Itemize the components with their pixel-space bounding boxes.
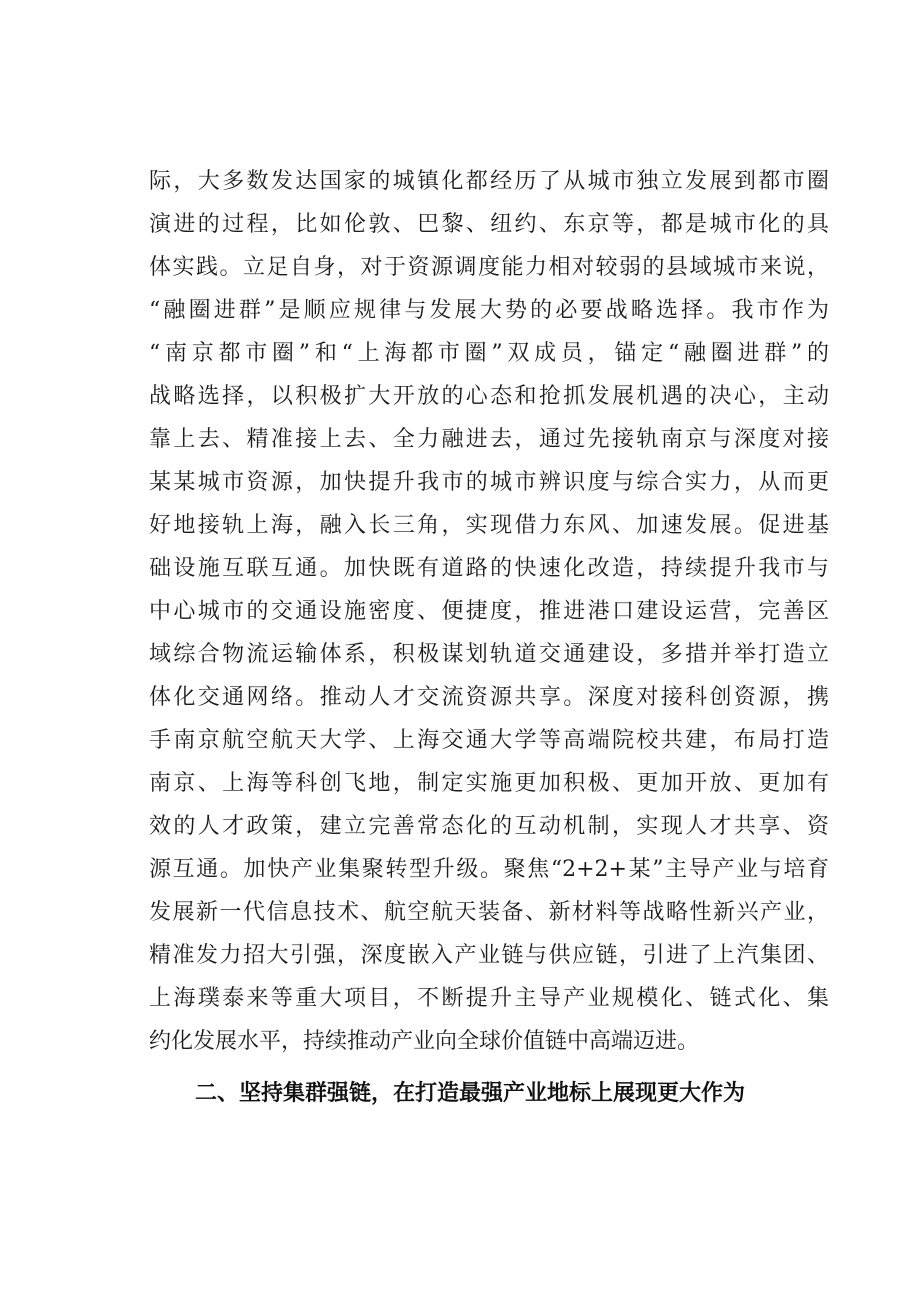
- paragraph-line: 某某城市资源，加快提升我市的城市辨识度与综合实力，从而更: [149, 470, 829, 495]
- paragraph-line: 源互通。加快产业集聚转型升级。聚焦“2+2+某”主导产业与培育: [149, 857, 829, 882]
- paragraph-line: 上海璞泰来等重大项目，不断提升主导产业规模化、链式化、集: [149, 986, 829, 1011]
- paragraph-line: 靠上去、精准接上去、全力融进去，通过先接轨南京与深度对接: [149, 427, 829, 452]
- body-paragraph: [149, 160, 829, 1063]
- paragraph-line: 际，大多数发达国家的城镇化都经历了从城市独立发展到都市圈: [149, 169, 829, 194]
- paragraph-line: 域综合物流运输体系，积极谋划轨道交通建设，多措并举打造立: [149, 642, 829, 667]
- paragraph-line: 础设施互联互通。加快既有道路的快速化改造，持续提升我市与: [149, 556, 829, 581]
- paragraph-line: 中心城市的交通设施密度、便捷度，推进港口建设运营，完善区: [149, 599, 829, 624]
- paragraph-line: 约化发展水平，持续推动产业向全球价值链中高端迈进。: [149, 1029, 700, 1054]
- paragraph-line: 精准发力招大引强，深度嵌入产业链与供应链，引进了上汽集团、: [149, 943, 829, 968]
- paragraph-line: 演进的过程，比如伦敦、巴黎、纽约、东京等，都是城市化的具: [149, 212, 829, 237]
- paragraph-line: 战略选择，以积极扩大开放的心态和抢抓发展机遇的决心，主动: [149, 384, 829, 409]
- section-heading: 二、坚持集群强链，在打造最强产业地标上展现更大作为: [195, 1081, 746, 1106]
- paragraph-line: 好地接轨上海，融入长三角，实现借力东风、加速发展。促进基: [149, 513, 829, 538]
- paragraph-line: 手南京航空航天大学、上海交通大学等高端院校共建，布局打造: [149, 728, 829, 753]
- paragraph-line: 南京、上海等科创飞地，制定实施更加积极、更加开放、更加有: [149, 771, 829, 796]
- paragraph-line: 效的人才政策，建立完善常态化的互动机制，实现人才共享、资: [149, 814, 829, 839]
- paragraph-line: 体化交通网络。推动人才交流资源共享。深度对接科创资源，携: [149, 685, 829, 710]
- paragraph-line: “南京都市圈”和“上海都市圈”双成员，锚定“融圈进群”的: [149, 341, 829, 366]
- paragraph-line: 体实践。立足自身，对于资源调度能力相对较弱的县域城市来说，: [149, 255, 829, 280]
- paragraph-line: 发展新一代信息技术、航空航天装备、新材料等战略性新兴产业，: [149, 900, 829, 925]
- paragraph-line: “融圈进群”是顺应规律与发展大势的必要战略选择。我市作为: [149, 298, 829, 323]
